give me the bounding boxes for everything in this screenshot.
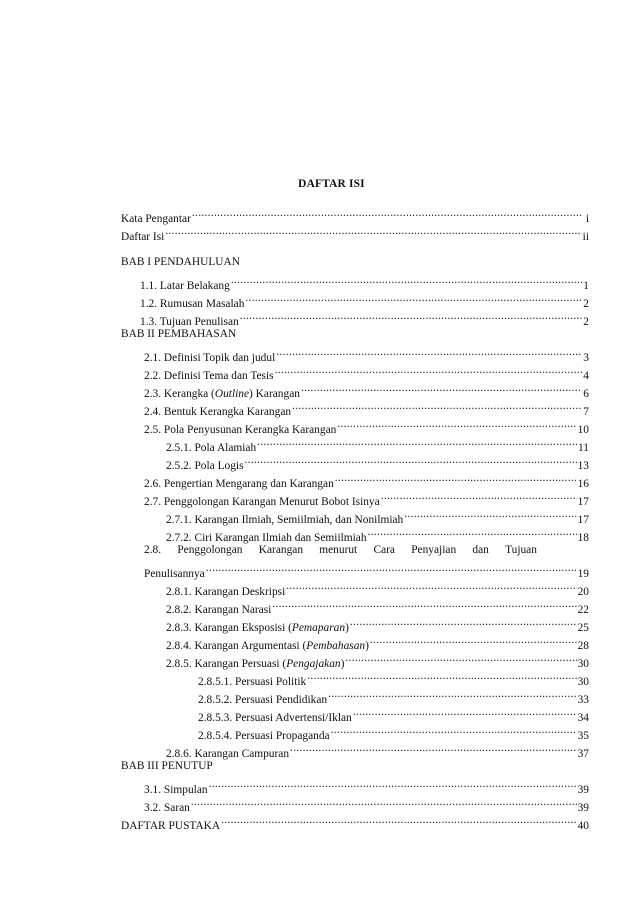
toc-label: 1.2. Rumusan Masalah: [140, 298, 245, 310]
dot-leader: [337, 415, 576, 433]
toc-label-part: ): [340, 658, 345, 670]
toc-entry-2-8-5-2: [121, 685, 589, 706]
toc-entry-2-8-line1: [121, 541, 589, 559]
chapter-heading-bab2: BAB II PEMBAHASAN: [121, 328, 237, 340]
toc-label: 2.7.1. Karangan Ilmiah, Semiilmiah, dan Nonilmiah: [166, 514, 404, 526]
dot-leader: [192, 204, 582, 222]
toc-label: 2.8.5.4. Persuasi Propaganda: [198, 730, 330, 742]
dot-leader: [240, 307, 582, 325]
dot-leader: [404, 505, 576, 523]
toc-label: 2.6. Pengertian Mengarang dan Karangan: [144, 478, 334, 490]
toc-page-number: 7: [583, 406, 589, 418]
toc-page-number: 10: [577, 424, 589, 436]
toc-label: Penulisannya: [144, 568, 205, 580]
toc-label: 2.8.5.2. Persuasi Pendidikan: [198, 694, 328, 706]
toc-label: 2.7.2. Ciri Karangan Ilmiah dan Semiilmiah: [166, 532, 367, 544]
dot-leader: [276, 343, 582, 361]
toc-page-number: 35: [577, 730, 589, 742]
dot-leader: [286, 577, 576, 595]
toc-label-part: 2.8.5. Karangan Persuasi (: [166, 658, 287, 670]
toc-page-number: 1: [583, 280, 589, 292]
toc-entry-2-8-5-4: [121, 721, 589, 742]
chapter-heading-bab3: BAB III PENUTUP: [121, 760, 213, 772]
toc-label: 3.1. Simpulan: [144, 784, 208, 796]
dot-leader: [370, 631, 577, 649]
toc-label-part: ) Karangan: [249, 388, 300, 400]
dot-leader: [368, 523, 577, 541]
toc-label-part: 2.8.4. Karangan Argumentasi (: [166, 640, 307, 652]
toc-label: 2.4. Bentuk Kerangka Karangan: [144, 406, 292, 418]
toc-page-number: 17: [577, 514, 589, 526]
toc-page-number: 16: [577, 478, 589, 490]
dot-leader: [231, 271, 582, 289]
toc-label: 2.8.5.1. Persuasi Politik: [198, 676, 307, 688]
toc-label: 2.7. Penggolongan Karangan Menurut Bobot Isinya: [144, 496, 380, 508]
toc-page-number: 17: [577, 496, 589, 508]
dot-leader: [165, 222, 581, 240]
toc-word: menurut: [319, 544, 358, 556]
toc-word: Karangan: [258, 544, 304, 556]
toc-page-number: 11: [578, 442, 589, 454]
toc-label-italic: Pembahasan: [306, 640, 366, 652]
toc-page-number: 40: [577, 820, 589, 832]
toc-page-number: 33: [577, 694, 589, 706]
dot-leader: [301, 379, 582, 397]
spacer: [121, 240, 589, 253]
dot-leader: [272, 595, 576, 613]
dot-leader: [290, 739, 577, 757]
toc-word: Tujuan: [505, 544, 537, 556]
toc-word: Cara: [373, 544, 395, 556]
toc-label-italic: Pengajakan: [286, 658, 341, 670]
dot-leader: [275, 361, 582, 379]
toc-label-part: 2.3. Kerangka (: [144, 388, 215, 400]
toc-page-number: 37: [577, 748, 589, 760]
toc-label: 2.8.2. Karangan Narasi: [166, 604, 272, 616]
table-of-contents: [121, 204, 589, 832]
toc-entry-kata-pengantar: [121, 204, 589, 225]
toc-label: 2.5.2. Pola Logis: [166, 460, 244, 472]
toc-entry-3-2: [121, 793, 589, 814]
toc-page-number: 2: [583, 298, 589, 310]
toc-label: 2.2. Definisi Tema dan Tesis: [144, 370, 274, 382]
toc-label-part: ): [345, 622, 349, 634]
toc-label: 2.5. Pola Penyusunan Kerangka Karangan: [144, 424, 337, 436]
toc-label: 2.8.5.3. Persuasi Advertensi/Iklan: [198, 712, 352, 724]
dot-leader: [245, 289, 582, 307]
toc-label: [166, 619, 349, 637]
toc-page-number: 25: [577, 622, 589, 634]
toc-entry-2-8-5-3: [121, 703, 589, 724]
toc-page-number: 30: [577, 658, 589, 670]
toc-entry-1-1: [121, 271, 589, 292]
toc-label: 2.8.1. Karangan Deskripsi: [166, 586, 286, 598]
dot-leader: [245, 451, 577, 469]
toc-entry-2-8-line2: [121, 559, 589, 580]
dot-leader: [345, 649, 576, 667]
toc-label: 2.8.6. Karangan Campuran: [166, 748, 290, 760]
toc-label: [144, 385, 300, 403]
toc-label-italic: Pemaparan: [291, 622, 346, 634]
page-title: DAFTAR ISI: [298, 178, 365, 190]
toc-entry-daftar-pustaka: [121, 811, 589, 832]
toc-label: 2.1. Definisi Topik dan judul: [144, 352, 276, 364]
dot-leader: [335, 469, 577, 487]
toc-entry-2-8-6: [121, 739, 589, 760]
toc-page-number: 39: [577, 784, 589, 796]
toc-label: 3.2. Saran: [144, 802, 190, 814]
toc-page-number: ii: [582, 231, 589, 243]
toc-page-number: 30: [577, 676, 589, 688]
toc-label: Kata Pengantar: [121, 213, 191, 225]
toc-label: Daftar Isi: [121, 231, 165, 243]
toc-word: Penyajian: [411, 544, 457, 556]
toc-label: 2.5.1. Pola Alamiah: [166, 442, 257, 454]
toc-page-number: 2: [583, 316, 589, 328]
dot-leader: [191, 793, 577, 811]
dot-leader: [209, 775, 577, 793]
toc-entry-2-1: [121, 343, 589, 364]
dot-leader: [206, 559, 577, 577]
dot-leader: [381, 487, 577, 505]
toc-word: 2.8.: [144, 544, 162, 556]
toc-label: 1.3. Tujuan Penulisan: [140, 316, 239, 328]
toc-page-number: 22: [577, 604, 589, 616]
toc-word: Penggolongan: [177, 544, 243, 556]
dot-leader: [331, 721, 577, 739]
toc-label: DAFTAR PUSTAKA: [121, 820, 221, 832]
toc-page-number: 19: [577, 568, 589, 580]
dot-leader: [221, 811, 576, 829]
dot-leader: [257, 433, 577, 451]
toc-entry-daftar-isi: [121, 222, 589, 243]
toc-page-number: 34: [577, 712, 589, 724]
toc-page-number: 39: [577, 802, 589, 814]
toc-page-number: 6: [583, 388, 589, 400]
dot-leader: [353, 703, 577, 721]
toc-label: [166, 637, 369, 655]
dot-leader: [307, 667, 576, 685]
dot-leader: [350, 613, 577, 631]
toc-label-part: ): [365, 640, 369, 652]
toc-page-number: i: [585, 213, 589, 225]
toc-word: dan: [472, 544, 489, 556]
dot-leader: [328, 685, 577, 703]
toc-page-number: 28: [577, 640, 589, 652]
toc-page-number: 3: [583, 352, 589, 364]
toc-label-part: 2.8.3. Karangan Eksposisi (: [166, 622, 292, 634]
dot-leader: [292, 397, 582, 415]
toc-entry-3-1: [121, 775, 589, 796]
toc-page-number: 13: [577, 460, 589, 472]
toc-page-number: 4: [583, 370, 589, 382]
chapter-heading-bab1: BAB I PENDAHULUAN: [121, 256, 240, 268]
toc-page-number: 18: [577, 532, 589, 544]
toc-label-italic: Outline: [214, 388, 250, 400]
toc-page-number: 20: [577, 586, 589, 598]
toc-label: 1.1. Latar Belakang: [140, 280, 230, 292]
